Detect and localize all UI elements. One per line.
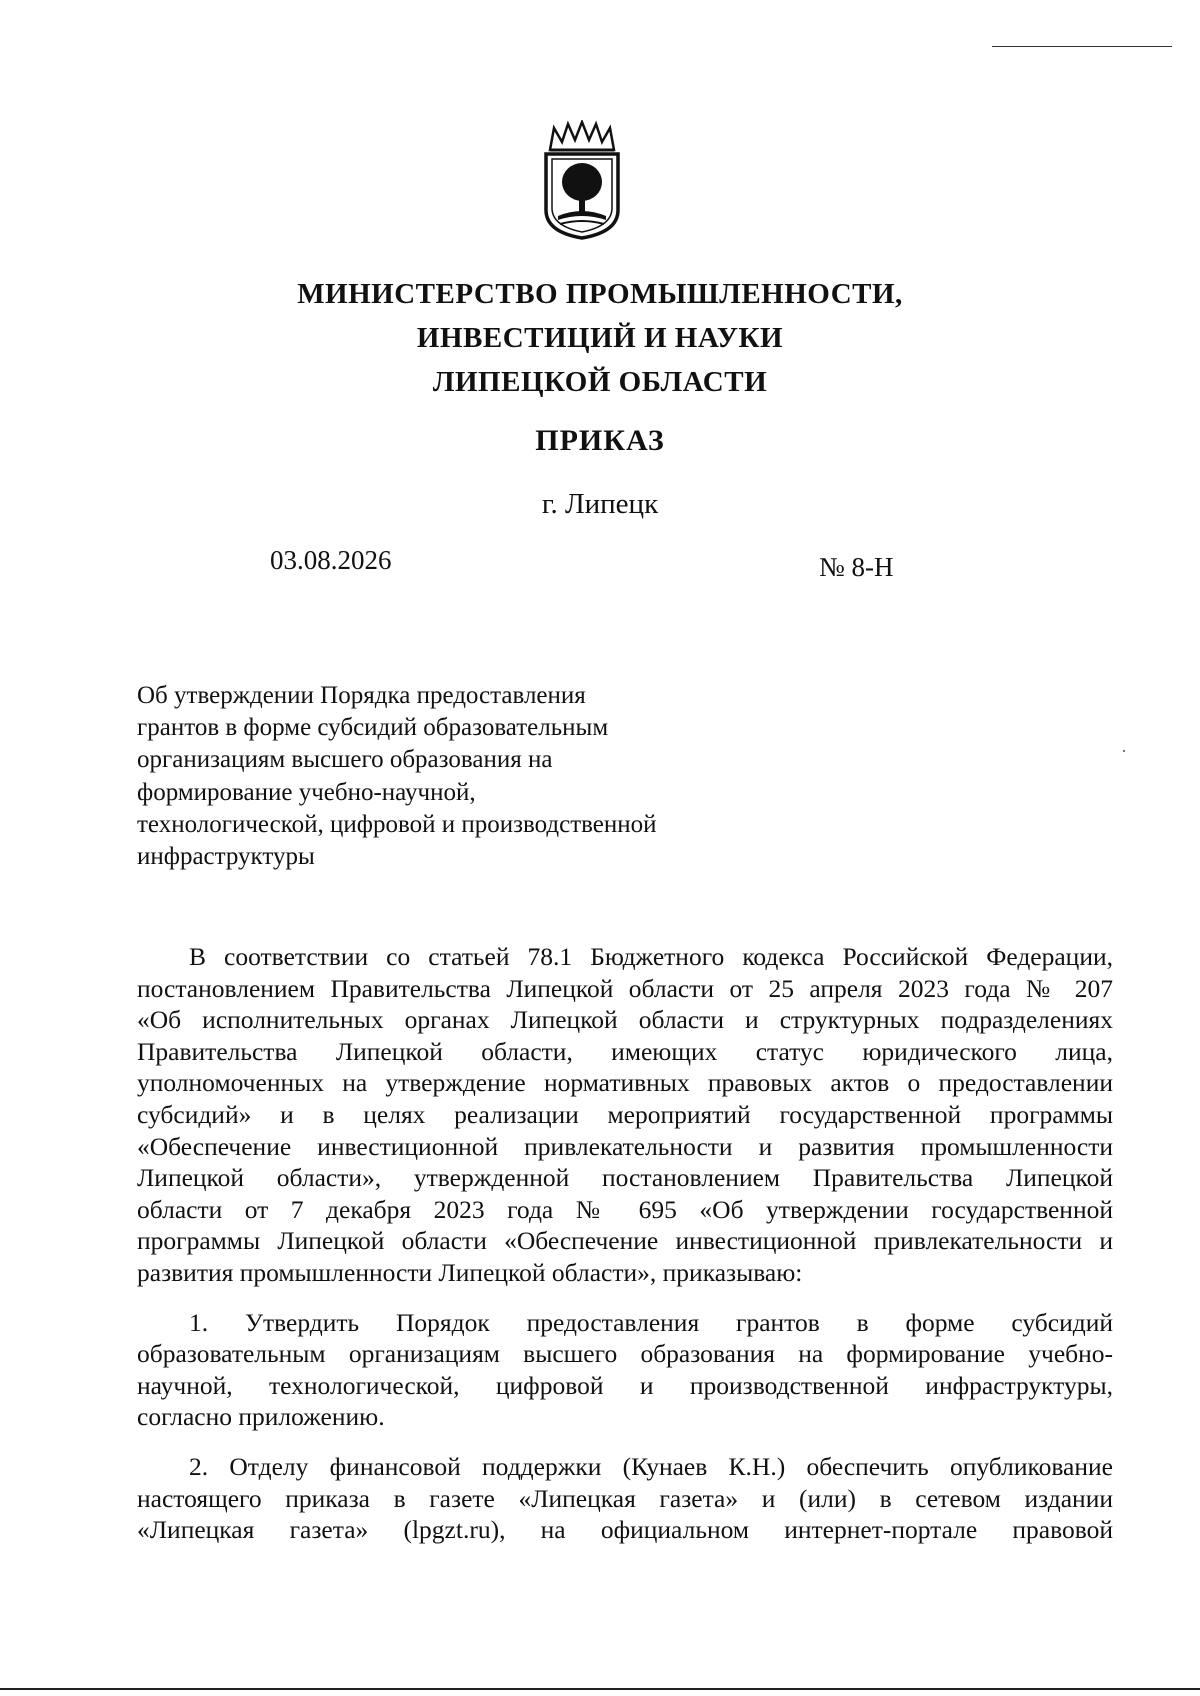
body-line: 1. Утвердить Порядок предоставления грантов в форме субсидий	[189, 1307, 1113, 1337]
document-date: 03.08.2026	[270, 545, 392, 575]
body-line: «Липецкая газета» (lpgzt.ru), на официальном интернет-портале правовой	[137, 1515, 1113, 1545]
body-line: Правительства Липецкой области, имеющих статус юридического лица,	[137, 1036, 1113, 1066]
paragraph-item-1	[137, 1307, 1113, 1433]
scan-edge-line-bottom	[0, 1688, 1200, 1690]
document-number: № 8-Н	[819, 552, 894, 582]
body-line: постановлением Правительства Липецкой области от 25 апреля 2023 года № 207	[137, 973, 1113, 1003]
title-line: организациям высшего образования на	[137, 746, 553, 774]
title-line: инфраструктуры	[137, 843, 315, 871]
body-line: субсидий» и в целях реализации мероприятий государственной программы	[137, 1099, 1113, 1129]
header-line-1: МИНИСТЕРСТВО ПРОМЫШЛЕННОСТИ,	[297, 278, 903, 310]
scan-speck	[1123, 750, 1125, 752]
body-line: «Обеспечение инвестиционной привлекательности и развития промышленности	[137, 1131, 1113, 1161]
document-body	[137, 941, 1113, 1564]
body-line: согласно приложению.	[137, 1402, 385, 1432]
scan-edge-line-top	[992, 46, 1172, 47]
header-line-2: ИНВЕСТИЦИЙ И НАУКИ	[416, 322, 784, 354]
title-line: формирование учебно-научной,	[137, 778, 476, 806]
title-line: технологической, цифровой и производственной	[137, 810, 657, 838]
paragraph-item-2	[137, 1451, 1113, 1546]
city: г. Липецк	[541, 488, 659, 520]
body-line: программы Липецкой области «Обеспечение инвестиционной привлекательности и	[137, 1226, 1113, 1256]
body-line: развития промышленности Липецкой области», приказываю:	[137, 1257, 803, 1287]
document-title	[137, 680, 697, 873]
body-line: «Об исполнительных органах Липецкой области и структурных подразделениях	[137, 1005, 1113, 1035]
body-line: области от 7 декабря 2023 года № 695 «Об утверждении государственной	[137, 1194, 1113, 1224]
coat-of-arms-emblem	[540, 120, 624, 242]
body-line: Липецкой области», утвержденной постановлением Правительства Липецкой	[137, 1163, 1113, 1193]
paragraph-preamble	[137, 941, 1113, 1289]
title-line: грантов в форме субсидий образовательным	[137, 714, 609, 742]
document-type: ПРИКАЗ	[535, 424, 665, 457]
ministry-header	[0, 272, 1200, 404]
body-line: настоящего приказа в газете «Липецкая газета» и (или) в сетевом издании	[137, 1483, 1113, 1513]
header-line-3: ЛИПЕЦКОЙ ОБЛАСТИ	[432, 366, 768, 398]
body-line: В соответствии со статьей 78.1 Бюджетного кодекса Российской Федерации,	[189, 942, 1113, 971]
body-line: образовательным организациям высшего образования на формирование учебно-	[137, 1339, 1113, 1369]
body-line: уполномоченных на утверждение нормативных правовых актов о предоставлении	[137, 1068, 1113, 1098]
body-line: научной, технологической, цифровой и производственной инфраструктуры,	[137, 1370, 1113, 1400]
title-line: Об утверждении Порядка предоставления	[137, 682, 586, 709]
body-line: 2. Отделу финансовой поддержки (Кунаев К.Н.) обеспечить опубликование	[189, 1451, 1113, 1481]
